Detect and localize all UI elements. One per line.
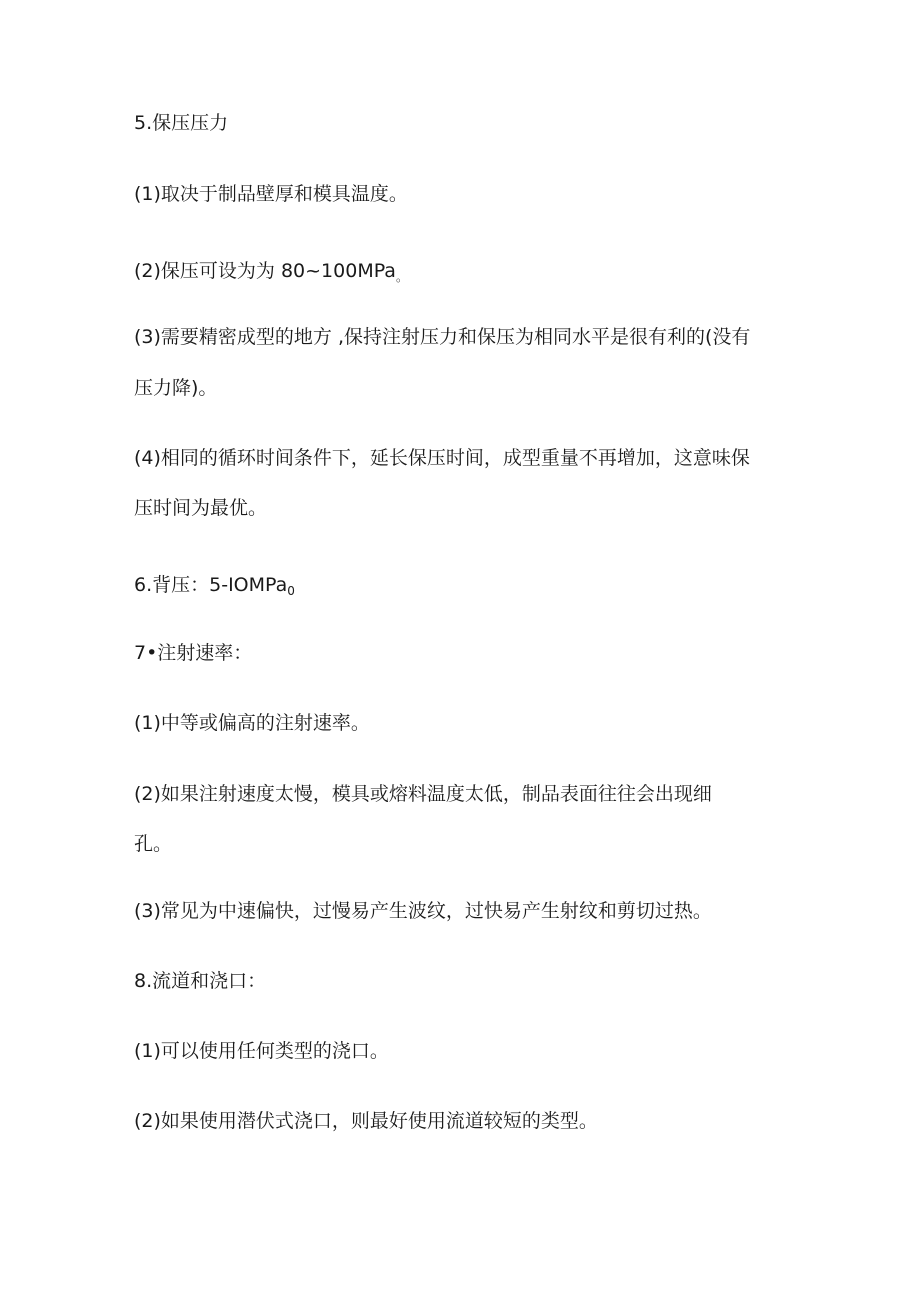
text: 压力降)。 bbox=[134, 377, 218, 399]
text: (2)如果注射速度太慢，模具或熔料温度太低，制品表面往往会出现细 bbox=[134, 783, 712, 805]
text: (3)常见为中速偏快，过慢易产生波纹，过快易产生射纹和剪切过热。 bbox=[134, 900, 712, 922]
paragraph-line bbox=[134, 325, 750, 349]
text: (1)可以使用任何类型的浇口。 bbox=[134, 1040, 389, 1062]
heading-injection-rate bbox=[134, 641, 252, 665]
paragraph-line bbox=[134, 376, 217, 400]
text: 8.流道和浇口： bbox=[134, 970, 267, 992]
subscript-mark: 。 bbox=[395, 270, 408, 284]
paragraph-line bbox=[134, 1039, 389, 1063]
paragraph-line bbox=[134, 1109, 598, 1133]
text: 5.保压压力 bbox=[134, 112, 229, 134]
text: 6.背压：5-IOMPa bbox=[134, 574, 288, 596]
text: (2)保压可设为为 80~100MPa bbox=[134, 260, 396, 282]
paragraph-line bbox=[134, 446, 750, 470]
paragraph-line bbox=[134, 711, 370, 735]
paragraph-line bbox=[134, 782, 712, 806]
subscript-mark: 0 bbox=[287, 584, 295, 598]
heading-back-pressure bbox=[134, 573, 295, 597]
text: (1)中等或偏高的注射速率。 bbox=[134, 712, 370, 734]
text: (3)需要精密成型的地方 ,保持注射压力和保压为相同水平是很有利的(没有 bbox=[134, 326, 751, 348]
text: (4)相同的循环时间条件下，延长保压时间，成型重量不再增加，这意味保 bbox=[134, 447, 750, 469]
text: 压时间为最优。 bbox=[134, 497, 268, 519]
heading-runner-gate bbox=[134, 969, 266, 993]
paragraph-line bbox=[134, 832, 172, 856]
text: 孔。 bbox=[134, 833, 173, 855]
paragraph-line bbox=[134, 182, 408, 206]
heading-holding-pressure bbox=[134, 111, 228, 135]
text: 7•注射速率： bbox=[134, 642, 253, 664]
text: (2)如果使用潜伏式浇口，则最好使用流道较短的类型。 bbox=[134, 1110, 598, 1132]
text: (1)取决于制品壁厚和模具温度。 bbox=[134, 183, 408, 205]
paragraph-line bbox=[134, 259, 408, 283]
paragraph-line bbox=[134, 899, 712, 923]
paragraph-line bbox=[134, 496, 267, 520]
